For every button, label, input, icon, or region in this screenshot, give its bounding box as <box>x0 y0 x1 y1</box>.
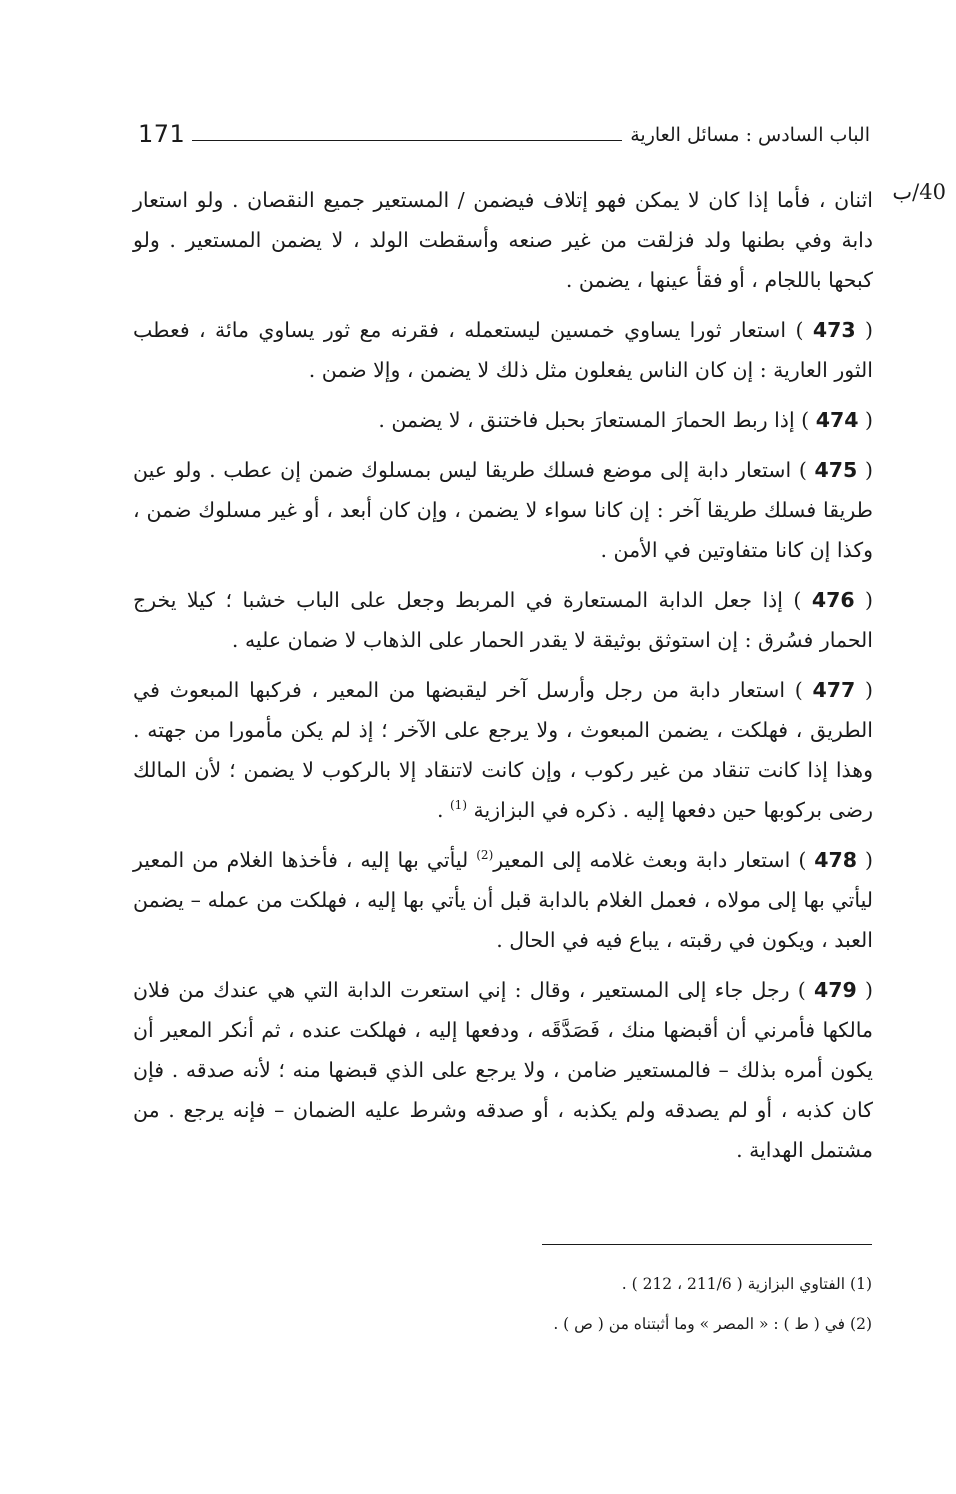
paragraph-475 <box>133 450 873 570</box>
paragraph-text: استعار ثورا يساوي خمسين ليستعمله ، فقرنه مع ثور يساوي مائة ، فعطب الثور العارية : إن كان الناس يفعلون مثل ذلك لا يضمن ، وإلا ضمن . <box>133 318 873 382</box>
footnote-ref-2[interactable]: (2) <box>476 848 494 863</box>
paragraph-474 <box>133 400 873 440</box>
issue-number: ( 477 ) <box>794 678 873 702</box>
paragraph-text: إذا جعل الدابة المستعارة في المربط وجعل على الباب خشبا ؛ كيلا يخرج الحمار فسُرق : إن استوثق بوثيقة لا يقدر الحمار على الذهاب لا ضمان عليه . <box>133 588 873 652</box>
footnote-1: (1) الفتاوي البزازية ( 211/6 ، 212 ) . <box>621 1275 872 1293</box>
issue-number: ( 474 ) <box>801 408 873 432</box>
paragraph-text: إذا ربط الحمارَ المستعارَ بحبل فاختنق ، لا يضمن . <box>378 408 795 432</box>
paragraph-text: رجل جاء إلى المستعير ، وقال : إني استعرت الدابة التي هي عندك من فلان مالكها فأمرني أن أقبضها منك ، فَصَدَّقَه ، ودفعها إليه ، فهلكت عنده ، ثم أنكر المعير أن يكون أمره بذلك – فالمستعير ضامن ، ولا يرجع على الذي قبضها منه ؛ لأنه صدقه . فإن كان كذبه ، أو لم يصدقه ولم يكذبه ، أو صدقه وشرط عليه الضمان – فإنه يرجع . من مشتمل الهداية . <box>133 978 873 1162</box>
paragraph-479 <box>133 970 873 1170</box>
body-text <box>133 180 873 1180</box>
paragraph-477 <box>133 670 873 830</box>
issue-number: ( 475 ) <box>798 458 874 482</box>
running-header <box>138 118 870 162</box>
footnote-ref-1[interactable]: (1) <box>449 798 467 813</box>
paragraph-text: استعار دابة إلى موضع فسلك طريقا ليس بمسلوك ضمن إن عطب . ولو عين طريقا فسلك طريقا آخر : إن كانا سواء لا يضمن ، وإن كان أبعد ، أو غير مسلوك ضمن ، وكذا إن كانا متفاوتين في الأمن . <box>133 458 873 562</box>
paragraph-text: استعار دابة من رجل وأرسل آخر ليقبضها من المعير ، فركبها المبعوث في الطريق ، فهلكت ، يضمن المبعوث ، ولا يرجع على الآخر ؛ إذ لم يكن مأمورا من جهته . وهذا إذا كانت تنقاد من غير ركوب ، وإن كانت لاتنقاد إلا بالركوب لا يضمن ؛ لأن المالك رضى بركوبها حين دفعها إليه . ذكره في البزازية <box>133 678 873 822</box>
paragraph-text: اثنان ، فأما إذا كان لا يمكن فهو إتلاف فيضمن / المستعير جميع النقصان . ولو استعار دابة وفي بطنها ولد فزلقت من غير صنعه وأسقطت الولد ، لا يضمن المستعير . ولو كبحها باللجام ، أو فقأ عينها ، يضمن . <box>133 188 873 292</box>
footnote-2: (2) في ( ط ) : « المصر » وما أثبتناه من ( ص ) . <box>553 1315 872 1333</box>
footnotes <box>132 1264 872 1344</box>
chapter-title: الباب السادس : مسائل العارية <box>630 124 870 146</box>
footnote-separator <box>542 1244 872 1245</box>
issue-number: ( 478 ) <box>798 848 874 872</box>
issue-number: ( 476 ) <box>793 588 874 612</box>
paragraph-478 <box>133 840 873 960</box>
issue-number: ( 473 ) <box>795 318 874 342</box>
paragraph-tail: ليأتي بها إليه ، فأخذها الغلام من المعير ليأتي بها إلى مولاه ، فعمل الغلام بالدابة قبل أن يأتي بها إليه ، فهلكت من عمله – يضمن العبد ، ويكون في رقبته ، يباع فيه في الحال . <box>133 848 873 952</box>
paragraph-text: استعار دابة وبعث غلامه إلى المعير <box>493 848 791 872</box>
paragraph-continuation <box>133 180 873 300</box>
page-number: 171 <box>138 120 186 148</box>
paragraph-476 <box>133 580 873 660</box>
folio-margin-note: 40/ب <box>892 180 946 204</box>
issue-number: ( 479 ) <box>797 978 873 1002</box>
header-rule <box>192 140 622 141</box>
paragraph-473 <box>133 310 873 390</box>
paragraph-tail: . <box>436 798 450 822</box>
